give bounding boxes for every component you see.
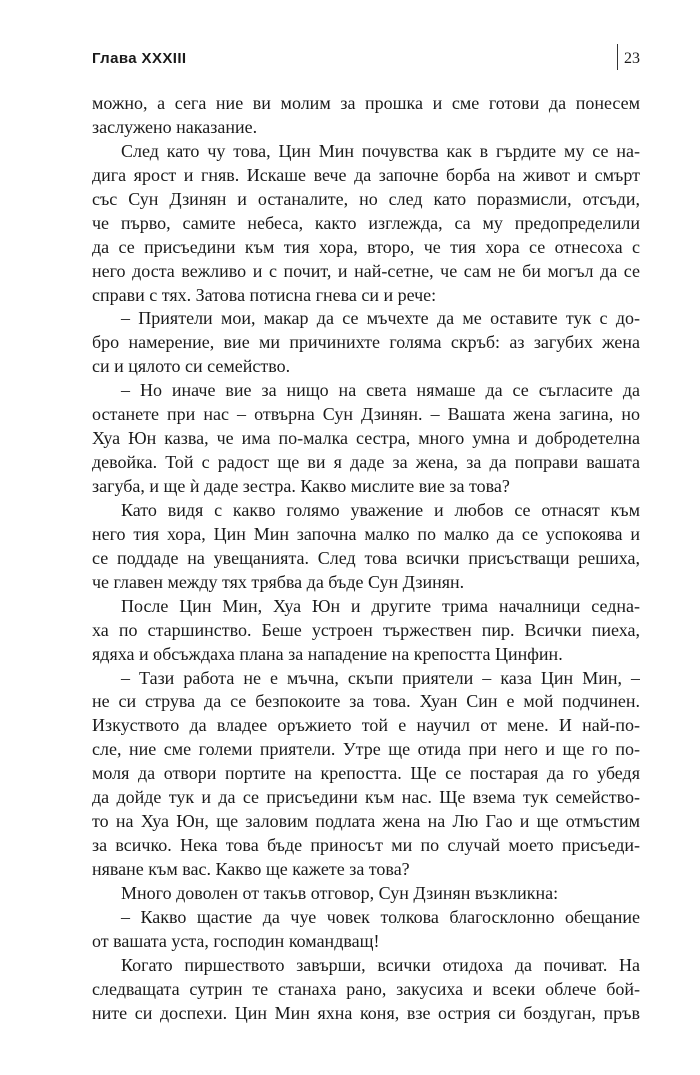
- text-line: бро намерение, вие ми причинихте голяма скръб: аз загубих жена: [92, 332, 640, 353]
- text-line: то на Хуа Юн, ще заловим подлата жена на Лю Гао и ще отмъстим: [92, 811, 640, 832]
- text-line: заслужено наказание.: [92, 116, 258, 137]
- text-line: – Приятели мои, макар да се мъчехте да ме оставите тук с до-: [121, 308, 640, 329]
- text-line: че първо, самите небеса, както изглежда, са му предопределили: [92, 212, 640, 233]
- text-line: – Тази работа не е мъчна, скъпи приятели – каза Цин Мин, –: [121, 667, 640, 688]
- page-number: 23: [624, 50, 640, 67]
- text-line: него доста вежливо и с почит, и най-сетне, че сам не би могъл да се: [92, 260, 640, 281]
- text-line: не си струва да се безпокоите за това. Хуан Син е мой подчинен.: [92, 691, 640, 712]
- text-line: девойка. Той с радост ще ви я даде за жена, за да поправи вашата: [92, 452, 640, 473]
- text-line: че главен между тях трябва да бъде Сун Дзинян.: [92, 571, 465, 592]
- text-line: да се присъедини към тия хора, второ, че тия хора се отнесоха с: [92, 236, 640, 257]
- text-line: След като чу това, Цин Мин почувства как в гърдите му се на-: [121, 140, 640, 161]
- text-line: останете при нас – отвърна Сун Дзинян. – Вашата жена загина, но: [92, 404, 640, 425]
- text-line: със Сун Дзинян и останалите, но след като поразмисли, отсъди,: [92, 188, 640, 209]
- text-line: Когато пиршеството завърши, всички отидоха да почиват. На: [121, 954, 640, 975]
- header-divider: [617, 44, 618, 70]
- text-line: – Но иначе вие за нищо на света нямаше да се съгласите да: [121, 380, 640, 401]
- text-line: ха по старшинство. Беше устроен тържествен пир. Всички пиеха,: [92, 619, 640, 640]
- text-line: ните си доспехи. Цин Мин яхна коня, взе острия си боздуган, пръв: [92, 1002, 640, 1023]
- text-line: да дойде тук и да се присъедини към нас. Ще взема тук семейство-: [92, 787, 640, 808]
- text-line: загуба, и ще ѝ даде зестра. Какво мислите вие за това?: [92, 476, 510, 496]
- text-line: После Цин Мин, Хуа Юн и другите трима началници седна-: [121, 595, 640, 616]
- running-header: [92, 44, 640, 74]
- text-line: се поддаде на увещанията. След това всички присъстващи решиха,: [92, 547, 640, 568]
- body-text: [92, 92, 640, 1026]
- text-line: Много доволен от такъв отговор, Сун Дзинян възкликна:: [121, 882, 559, 903]
- text-line: от вашата уста, господин командващ!: [92, 930, 380, 951]
- text-line: ядяха и обсъждаха плана за нападение на крепостта Цинфин.: [92, 643, 563, 664]
- text-line: за всичко. Нека това бъде приносът ми по случай моето присъеди-: [92, 835, 640, 856]
- text-line: него тия хора, Цин Мин започна малко по малко да се успокоява и: [92, 523, 640, 544]
- text-line: можно, а сега ние ви молим за прошка и сме готови да понесем: [92, 93, 640, 113]
- text-line: дига ярост и гняв. Искаше вече да започне борба на живот и смърт: [92, 164, 640, 185]
- text-line: Хуа Юн казва, че има по-малка сестра, много умна и добродетелна: [92, 428, 640, 449]
- text-line: Изкуството да владее оръжието той е научил от мене. И най-по-: [92, 715, 640, 736]
- text-line: моля да отвори портите на крепостта. Ще се постарая да го убедя: [92, 763, 640, 784]
- text-line: – Какво щастие да чуе човек толкова благосклонно обещание: [121, 906, 640, 927]
- text-line: следващата сутрин те станаха рано, закусиха и всеки облече бой-: [92, 978, 640, 999]
- text-line: сле, ние сме големи приятели. Утре ще отида при него и ще го по-: [92, 739, 640, 760]
- text-line: Като видя с какво голямо уважение и любов се отнасят към: [121, 499, 640, 520]
- text-line: справи с тях. Затова потисна гнева си и рече:: [92, 284, 437, 305]
- chapter-title: Глава XXXIII: [92, 50, 187, 67]
- text-line: си и цялото си семейство.: [92, 356, 291, 377]
- text-line: няване към вас. Какво ще кажете за това?: [92, 859, 410, 879]
